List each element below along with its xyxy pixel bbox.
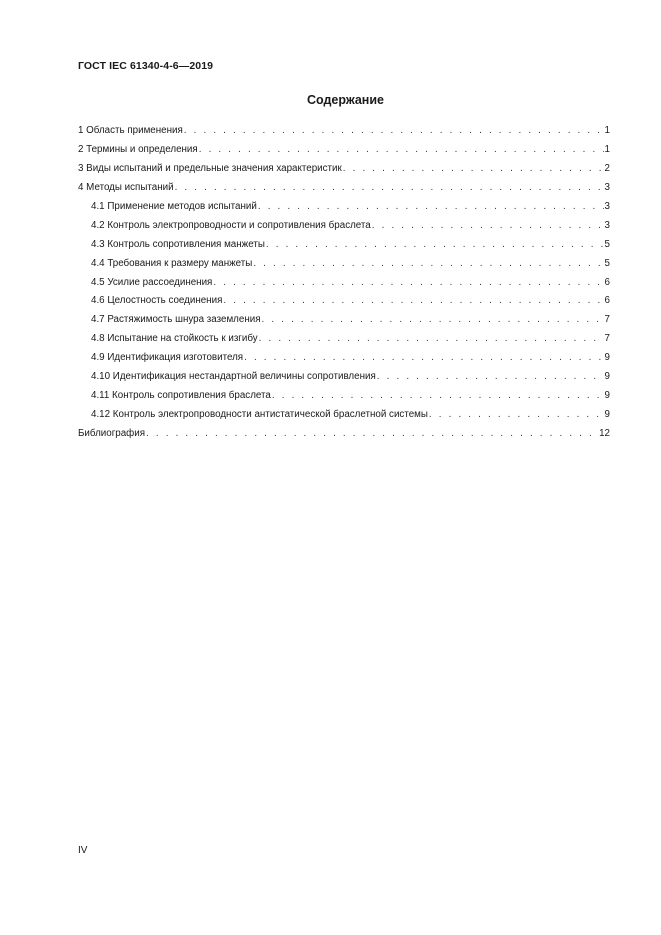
toc-entry-page: 9 bbox=[604, 352, 610, 364]
toc-entry-title: 1 Область применения bbox=[78, 125, 183, 136]
toc-entry[interactable] bbox=[78, 295, 610, 314]
toc-entry[interactable] bbox=[78, 182, 610, 201]
toc-entry[interactable] bbox=[78, 125, 610, 144]
toc-leader-dots bbox=[343, 163, 604, 174]
toc-entry[interactable] bbox=[78, 277, 610, 296]
toc-leader-dots bbox=[266, 239, 604, 250]
toc-entry-title: Библиография bbox=[78, 428, 146, 439]
toc-entry-page: 9 bbox=[604, 371, 610, 383]
toc-leader-dots bbox=[223, 295, 603, 306]
toc-entry-title: 4 Методы испытаний bbox=[78, 181, 174, 193]
toc-leader-dots bbox=[259, 333, 604, 344]
toc-entry[interactable] bbox=[78, 352, 610, 371]
toc-leader-dots bbox=[184, 125, 604, 136]
toc-entry-title: 4.9 Идентификация изготовителя bbox=[91, 352, 244, 364]
toc-leader-dots bbox=[253, 258, 603, 269]
toc-entry-title: 4.5 Усилие рассоединения bbox=[91, 276, 213, 288]
toc-entry-page: 2 bbox=[604, 162, 610, 174]
toc-entry[interactable] bbox=[78, 201, 610, 220]
toc-entry-title: 4.7 Растяжимость шнура заземления bbox=[91, 314, 261, 326]
toc-entry-page: 6 bbox=[604, 276, 610, 288]
toc-entry-page: 3 bbox=[604, 200, 610, 212]
toc-entry[interactable] bbox=[78, 371, 610, 390]
toc-entry-title: 4.8 Испытание на стойкость к изгибу bbox=[91, 333, 258, 345]
toc-entry-title: 4.12 Контроль электропроводности антистатической браслетной системы bbox=[91, 409, 428, 421]
toc-leader-dots bbox=[213, 277, 603, 288]
toc-entry[interactable] bbox=[78, 390, 610, 409]
toc-entry-title: 4.1 Применение методов испытаний bbox=[91, 200, 257, 212]
toc-entry[interactable] bbox=[78, 239, 610, 258]
page-title: Содержание bbox=[306, 93, 384, 107]
toc-leader-dots bbox=[429, 409, 604, 420]
toc-entry-title: 4.11 Контроль сопротивления браслета bbox=[91, 390, 271, 402]
toc-leader-dots bbox=[175, 182, 604, 193]
toc-entry-page: 1 bbox=[604, 125, 610, 136]
table-of-contents bbox=[78, 125, 610, 447]
toc-entry-page: 9 bbox=[604, 409, 610, 421]
toc-entry[interactable] bbox=[78, 409, 610, 428]
toc-leader-dots bbox=[258, 201, 604, 212]
toc-entry-page: 7 bbox=[604, 314, 610, 326]
toc-entry-page: 5 bbox=[604, 238, 610, 250]
toc-entry-page: 3 bbox=[604, 181, 610, 193]
toc-entry-page: 3 bbox=[604, 219, 610, 231]
toc-entry[interactable] bbox=[78, 163, 610, 182]
toc-entry-title: 4.6 Целостность соединения bbox=[91, 295, 223, 307]
toc-entry-title: 4.3 Контроль сопротивления манжеты bbox=[91, 238, 265, 250]
toc-entry-page: 6 bbox=[604, 295, 610, 307]
toc-leader-dots bbox=[377, 371, 604, 382]
toc-leader-dots bbox=[146, 428, 598, 439]
toc-entry-page: 1 bbox=[604, 143, 610, 155]
toc-leader-dots bbox=[372, 220, 604, 231]
toc-entry-title: 4.2 Контроль электропроводности и сопротивления браслета bbox=[91, 219, 371, 231]
toc-entry[interactable] bbox=[78, 144, 610, 163]
toc-entry[interactable] bbox=[78, 220, 610, 239]
toc-leader-dots bbox=[262, 314, 604, 325]
toc-entry-page: 12 bbox=[599, 428, 610, 439]
toc-entry[interactable] bbox=[78, 258, 610, 277]
toc-leader-dots bbox=[272, 390, 604, 401]
toc-entry[interactable] bbox=[78, 333, 610, 352]
document-header: ГОСТ IEC 61340-4-6—2019 bbox=[78, 60, 214, 72]
toc-entry-page: 9 bbox=[604, 390, 610, 402]
toc-leader-dots bbox=[244, 352, 603, 363]
toc-entry-page: 7 bbox=[604, 333, 610, 345]
toc-entry-title: 4.4 Требования к размеру манжеты bbox=[91, 257, 253, 269]
toc-entry-title: 3 Виды испытаний и предельные значения характеристик bbox=[78, 162, 342, 174]
toc-entry-page: 5 bbox=[604, 257, 610, 269]
toc-entry-title: 4.10 Идентификация нестандартной величины сопротивления bbox=[91, 371, 376, 383]
toc-leader-dots bbox=[199, 144, 604, 155]
toc-entry[interactable] bbox=[78, 314, 610, 333]
page-number: IV bbox=[78, 845, 88, 856]
toc-entry[interactable] bbox=[78, 428, 610, 447]
toc-entry-title: 2 Термины и определения bbox=[78, 143, 198, 155]
